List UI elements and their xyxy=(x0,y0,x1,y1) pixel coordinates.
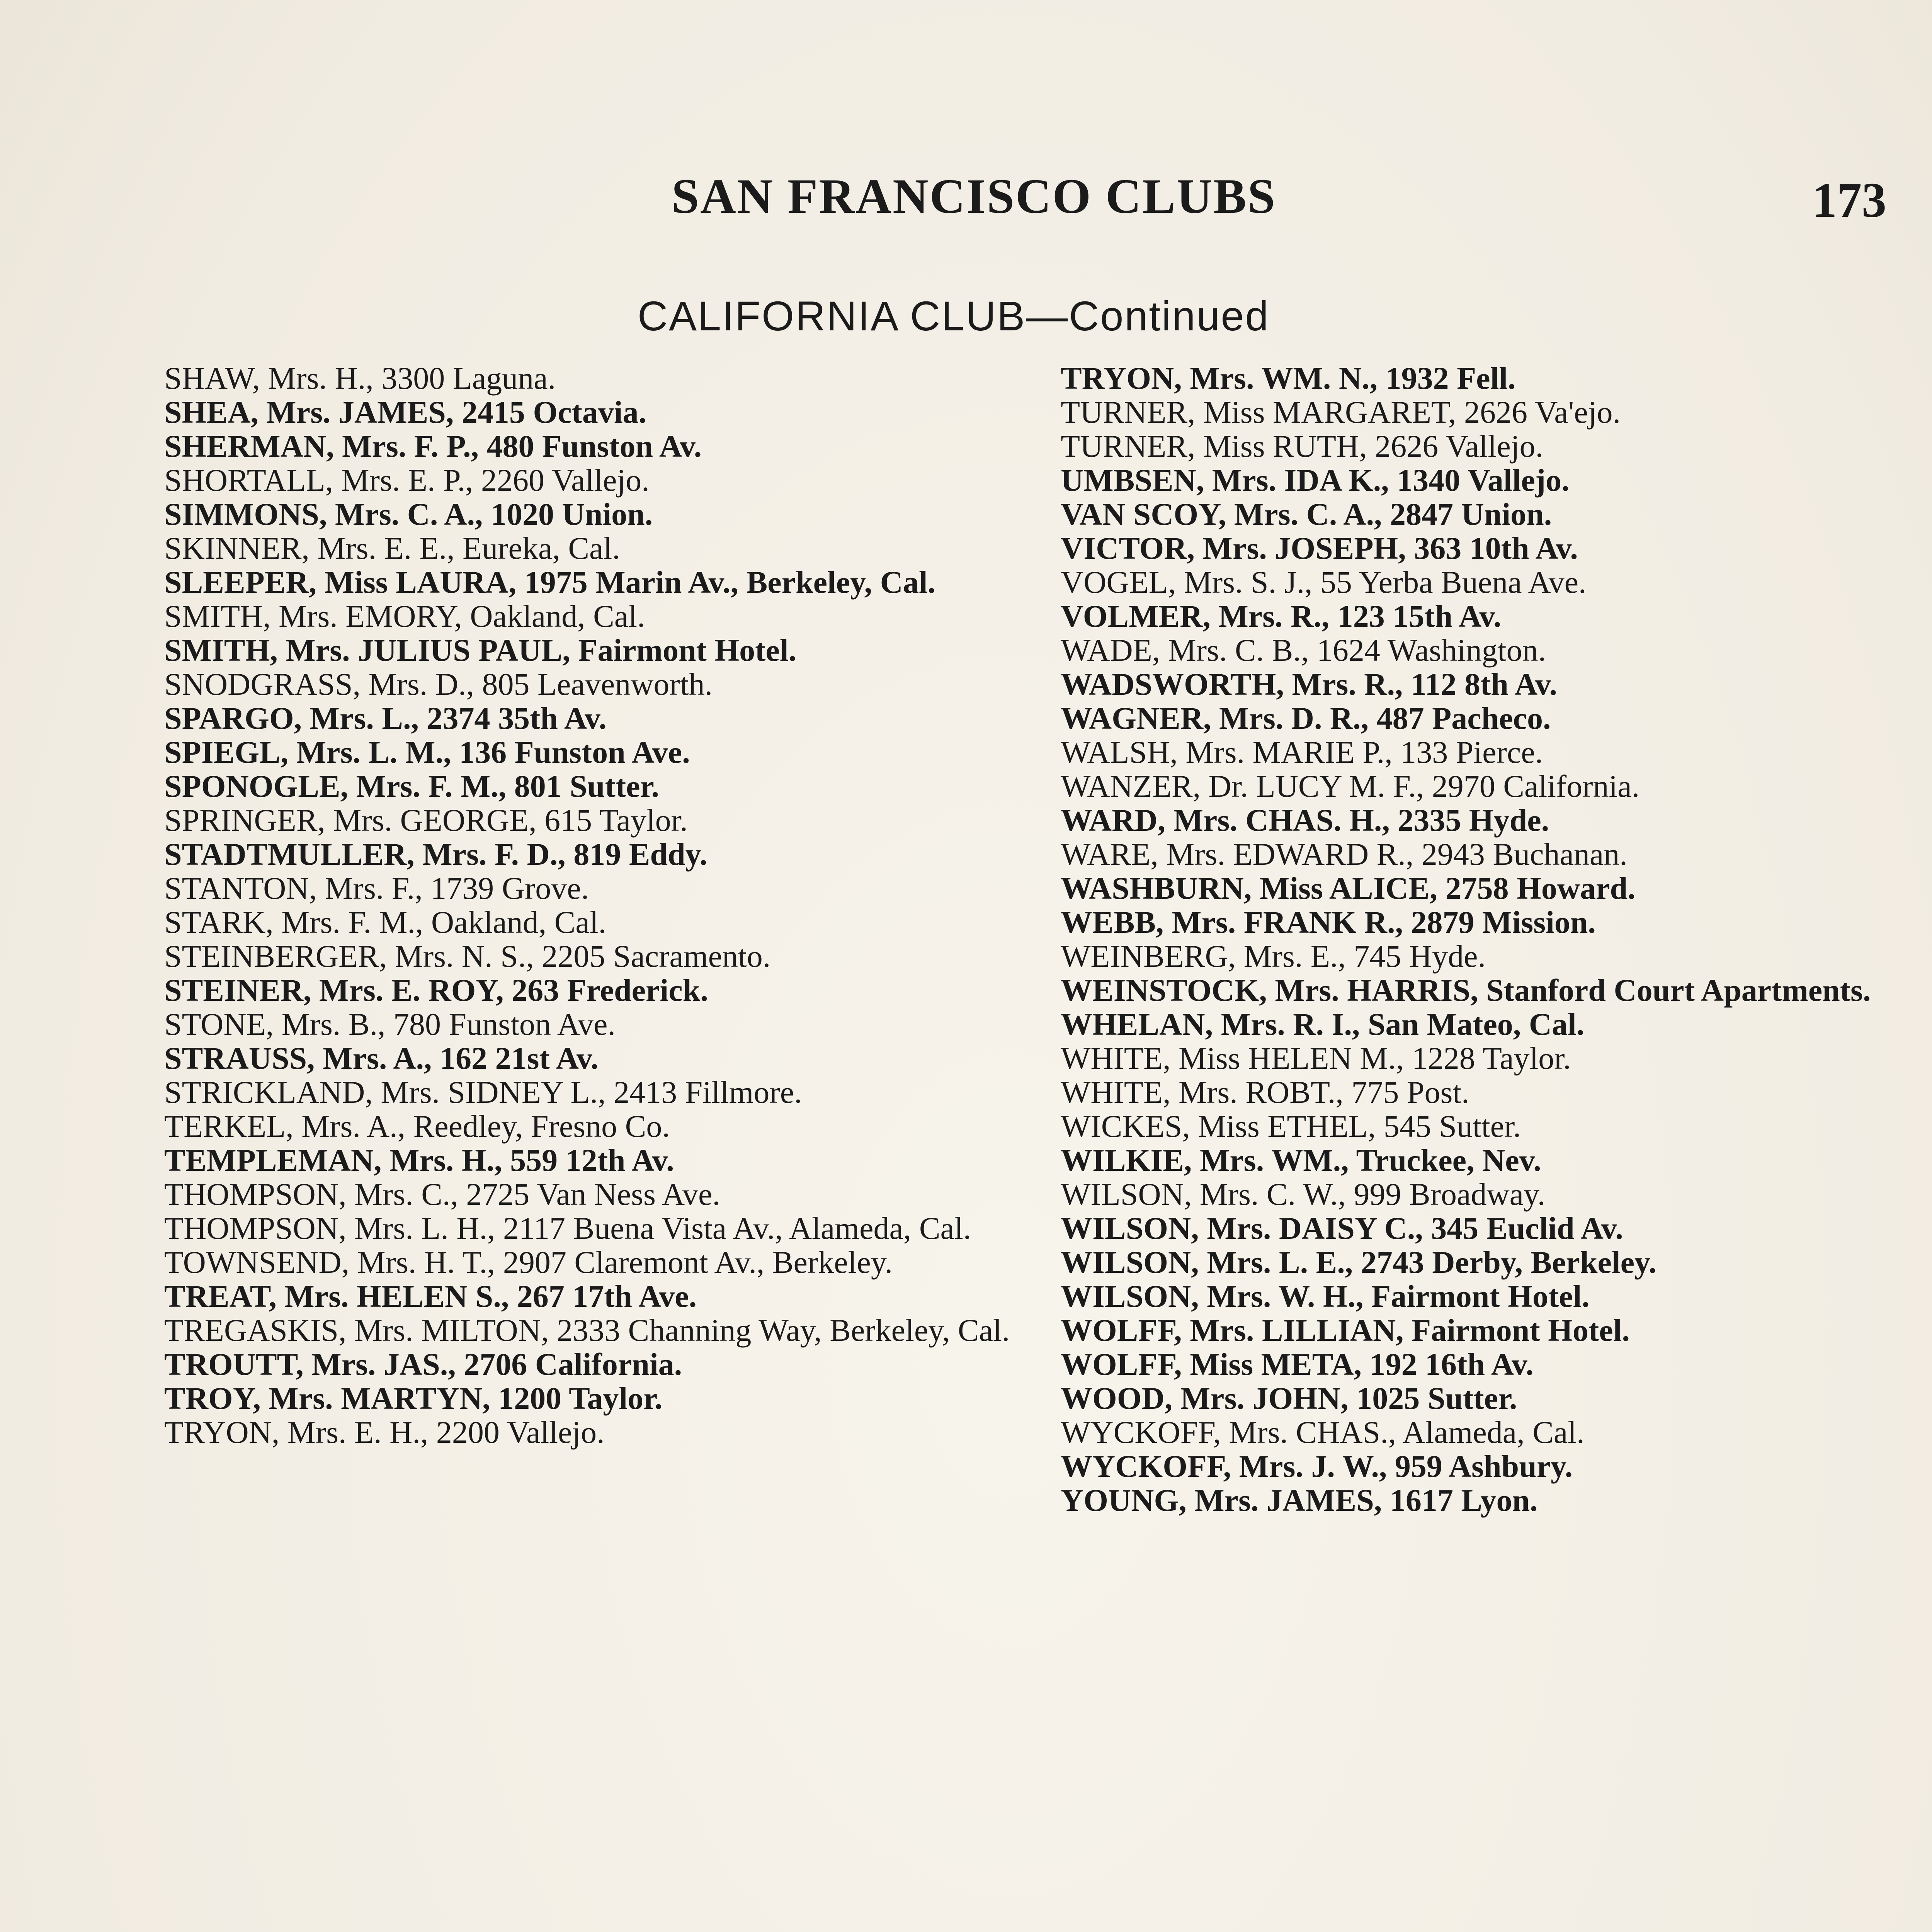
member-entry: WYCKOFF, Mrs. CHAS., Alameda, Cal. xyxy=(1061,1415,1585,1450)
member-entry: SKINNER, Mrs. E. E., Eureka, Cal. xyxy=(164,531,620,566)
member-entry: SHERMAN, Mrs. F. P., 480 Funston Av. xyxy=(164,429,702,464)
member-entry: WICKES, Miss ETHEL, 545 Sutter. xyxy=(1061,1109,1521,1144)
member-entry: UMBSEN, Mrs. IDA K., 1340 Vallejo. xyxy=(1061,463,1570,498)
member-entry: WANZER, Dr. LUCY M. F., 2970 California. xyxy=(1061,769,1640,804)
member-entry: TERKEL, Mrs. A., Reedley, Fresno Co. xyxy=(164,1109,670,1144)
member-entry: THOMPSON, Mrs. L. H., 2117 Buena Vista Av., Alameda, Cal. xyxy=(164,1211,971,1246)
member-entry: WHELAN, Mrs. R. I., San Mateo, Cal. xyxy=(1061,1007,1585,1042)
member-entry: WILSON, Mrs. L. E., 2743 Derby, Berkeley. xyxy=(1061,1245,1657,1280)
member-entry: SPARGO, Mrs. L., 2374 35th Av. xyxy=(164,701,607,736)
member-entry: STEINER, Mrs. E. ROY, 263 Frederick. xyxy=(164,973,708,1008)
member-entry: WILSON, Mrs. C. W., 999 Broadway. xyxy=(1061,1177,1546,1212)
member-entry: STRICKLAND, Mrs. SIDNEY L., 2413 Fillmore. xyxy=(164,1075,802,1110)
member-list-right-column xyxy=(1061,361,1911,1517)
member-entry: WARD, Mrs. CHAS. H., 2335 Hyde. xyxy=(1061,803,1549,838)
member-entry: WALSH, Mrs. MARIE P., 133 Pierce. xyxy=(1061,735,1543,770)
member-entry: STADTMULLER, Mrs. F. D., 819 Eddy. xyxy=(164,837,707,872)
member-entry: STRAUSS, Mrs. A., 162 21st Av. xyxy=(164,1041,599,1076)
member-entry: TREAT, Mrs. HELEN S., 267 17th Ave. xyxy=(164,1279,697,1314)
member-entry: SPRINGER, Mrs. GEORGE, 615 Taylor. xyxy=(164,803,688,838)
member-entry: TOWNSEND, Mrs. H. T., 2907 Claremont Av., Berkeley. xyxy=(164,1245,893,1280)
member-entry: WEINBERG, Mrs. E., 745 Hyde. xyxy=(1061,939,1486,974)
member-entry: WEINSTOCK, Mrs. HARRIS, Stanford Court Apartments. xyxy=(1061,973,1871,1008)
member-entry: TRYON, Mrs. E. H., 2200 Vallejo. xyxy=(164,1415,605,1450)
member-entry: SHEA, Mrs. JAMES, 2415 Octavia. xyxy=(164,395,647,430)
member-entry: STARK, Mrs. F. M., Oakland, Cal. xyxy=(164,905,606,940)
member-entry: SMITH, Mrs. JULIUS PAUL, Fairmont Hotel. xyxy=(164,633,797,668)
member-entry: WYCKOFF, Mrs. J. W., 959 Ashbury. xyxy=(1061,1449,1573,1484)
member-entry: WOLFF, Miss META, 192 16th Av. xyxy=(1061,1347,1534,1382)
member-entry: WILSON, Mrs. W. H., Fairmont Hotel. xyxy=(1061,1279,1590,1314)
member-entry: TROUTT, Mrs. JAS., 2706 California. xyxy=(164,1347,682,1382)
member-entry: TURNER, Miss MARGARET, 2626 Va'ejo. xyxy=(1061,395,1621,430)
member-entry: WOLFF, Mrs. LILLIAN, Fairmont Hotel. xyxy=(1061,1313,1630,1348)
member-entry: WEBB, Mrs. FRANK R., 2879 Mission. xyxy=(1061,905,1596,940)
member-entry: SPONOGLE, Mrs. F. M., 801 Sutter. xyxy=(164,769,659,804)
member-entry: SNODGRASS, Mrs. D., 805 Leavenworth. xyxy=(164,667,713,702)
member-entry: TREGASKIS, Mrs. MILTON, 2333 Channing Way, Berkeley, Cal. xyxy=(164,1313,1010,1348)
member-entry: STEINBERGER, Mrs. N. S., 2205 Sacramento. xyxy=(164,939,771,974)
member-entry: SHORTALL, Mrs. E. P., 2260 Vallejo. xyxy=(164,463,650,498)
member-entry: SPIEGL, Mrs. L. M., 136 Funston Ave. xyxy=(164,735,690,770)
member-entry: STANTON, Mrs. F., 1739 Grove. xyxy=(164,871,589,906)
member-entry: STONE, Mrs. B., 780 Funston Ave. xyxy=(164,1007,616,1042)
member-entry: WOOD, Mrs. JOHN, 1025 Sutter. xyxy=(1061,1381,1517,1416)
member-entry: VOLMER, Mrs. R., 123 15th Av. xyxy=(1061,599,1502,634)
member-entry: VICTOR, Mrs. JOSEPH, 363 10th Av. xyxy=(1061,531,1578,566)
member-entry: WILKIE, Mrs. WM., Truckee, Nev. xyxy=(1061,1143,1541,1178)
member-entry: SIMMONS, Mrs. C. A., 1020 Union. xyxy=(164,497,653,532)
member-entry: WHITE, Miss HELEN M., 1228 Taylor. xyxy=(1061,1041,1571,1076)
member-entry: VOGEL, Mrs. S. J., 55 Yerba Buena Ave. xyxy=(1061,565,1587,600)
member-entry: WAGNER, Mrs. D. R., 487 Pacheco. xyxy=(1061,701,1551,736)
member-entry: TEMPLEMAN, Mrs. H., 559 12th Av. xyxy=(164,1143,674,1178)
member-entry: WASHBURN, Miss ALICE, 2758 Howard. xyxy=(1061,871,1636,906)
member-entry: TROY, Mrs. MARTYN, 1200 Taylor. xyxy=(164,1381,663,1416)
member-entry: SLEEPER, Miss LAURA, 1975 Marin Av., Berkeley, Cal. xyxy=(164,565,936,600)
section-title: CALIFORNIA CLUB—Continued xyxy=(638,293,1270,339)
member-entry: TURNER, Miss RUTH, 2626 Vallejo. xyxy=(1061,429,1544,464)
member-entry: SMITH, Mrs. EMORY, Oakland, Cal. xyxy=(164,599,645,634)
member-entry: WADE, Mrs. C. B., 1624 Washington. xyxy=(1061,633,1546,668)
member-entry: VAN SCOY, Mrs. C. A., 2847 Union. xyxy=(1061,497,1552,532)
page-number: 173 xyxy=(1812,173,1886,228)
member-entry: WADSWORTH, Mrs. R., 112 8th Av. xyxy=(1061,667,1557,702)
member-entry: WHITE, Mrs. ROBT., 775 Post. xyxy=(1061,1075,1469,1110)
member-entry: THOMPSON, Mrs. C., 2725 Van Ness Ave. xyxy=(164,1177,720,1212)
member-list-left-column xyxy=(164,361,1014,1449)
member-entry: WILSON, Mrs. DAISY C., 345 Euclid Av. xyxy=(1061,1211,1623,1246)
member-entry: TRYON, Mrs. WM. N., 1932 Fell. xyxy=(1061,361,1516,396)
member-entry: YOUNG, Mrs. JAMES, 1617 Lyon. xyxy=(1061,1483,1538,1518)
running-head: SAN FRANCISCO CLUBS xyxy=(672,169,1276,224)
member-entry: WARE, Mrs. EDWARD R., 2943 Buchanan. xyxy=(1061,837,1628,872)
member-entry: SHAW, Mrs. H., 3300 Laguna. xyxy=(164,361,556,396)
